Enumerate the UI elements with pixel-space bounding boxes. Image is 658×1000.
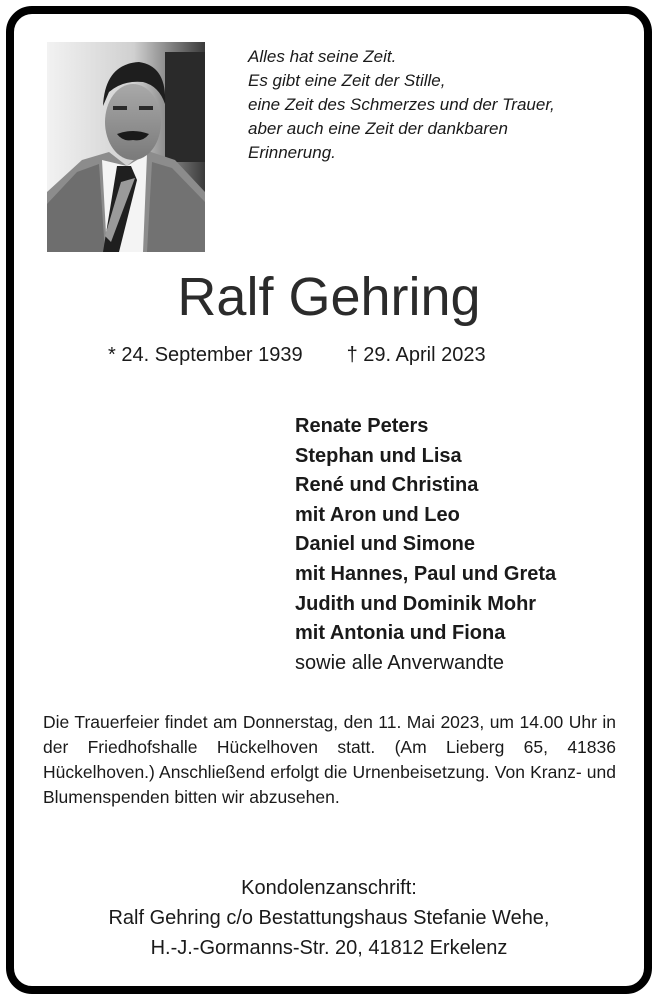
quote-line: Alles hat seine Zeit. <box>248 47 397 66</box>
life-dates <box>108 341 486 369</box>
condolence-address <box>0 873 658 963</box>
mourner-name: mit Hannes, Paul und Greta <box>295 562 557 585</box>
mourner-name: René und Christina <box>295 474 479 497</box>
condolence-line-1: Ralf Gehring c/o Bestattungshaus Stefanie Wehe, <box>108 907 550 929</box>
quote-line: Es gibt eine Zeit der Stille, <box>248 71 446 90</box>
quote-line: aber auch eine Zeit der dankbaren <box>248 119 508 138</box>
mourner-name: Renate Peters <box>295 415 429 437</box>
memorial-quote <box>248 45 628 165</box>
portrait-photo <box>47 42 205 252</box>
death-date: † 29. April 2023 <box>346 344 486 366</box>
funeral-service-info: Die Trauerfeier findet am Donnerstag, den 11. Mai 2023, um 14.00 Uhr in der Friedhofshalle Hückelhoven statt. (Am Lieberg 65, 41836 Hückelhoven.) Anschließend erfolgt die Urnenbeisetzung. Von Kranz- und Blumenspenden bitten wir abzusehen. <box>43 712 616 807</box>
quote-line: eine Zeit des Schmerzes und der Trauer, <box>248 95 555 114</box>
condolence-line-2: H.-J.-Gormanns-Str. 20, 41812 Erkelenz <box>150 937 508 959</box>
deceased-name: Ralf Gehring <box>177 267 481 327</box>
quote-line: Erinnerung. <box>248 143 336 162</box>
birth-date: * 24. September 1939 <box>108 344 303 366</box>
mourner-name: mit Aron und Leo <box>295 503 460 526</box>
relatives-line: sowie alle Anverwandte <box>295 651 505 674</box>
mourner-name: Judith und Dominik Mohr <box>295 592 537 615</box>
mourner-name: Daniel und Simone <box>295 533 476 556</box>
condolence-heading: Kondolenzanschrift: <box>241 877 417 899</box>
mourner-name: Stephan und Lisa <box>295 444 462 467</box>
mourners-list <box>295 412 556 678</box>
mourner-name: mit Antonia und Fiona <box>295 622 506 645</box>
